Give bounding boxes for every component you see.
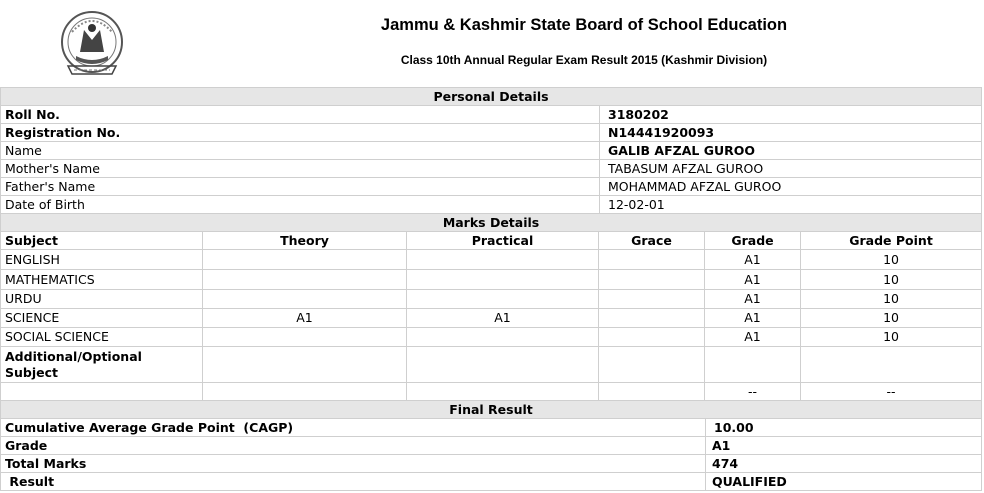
final-grade-value: A1	[706, 437, 982, 455]
col-grade-point: Grade Point	[801, 232, 982, 250]
empty-cell	[599, 347, 705, 383]
col-grade: Grade	[705, 232, 801, 250]
subject-cell: SOCIAL SCIENCE	[1, 328, 203, 347]
col-theory: Theory	[203, 232, 407, 250]
table-row	[1, 437, 982, 455]
practical-cell	[407, 270, 599, 290]
grade-cell: A1	[705, 328, 801, 347]
grade-point-cell: 10	[801, 270, 982, 290]
theory-cell: A1	[203, 309, 407, 328]
theory-cell	[203, 383, 407, 401]
roll-no-value: 3180202	[600, 106, 982, 124]
grace-cell	[599, 383, 705, 401]
additional-subject-row	[1, 347, 982, 383]
result-value: QUALIFIED	[706, 473, 982, 491]
marks-header-row	[1, 232, 982, 250]
table-row	[1, 328, 982, 347]
table-row	[1, 178, 982, 196]
board-title: Jammu & Kashmir State Board of School Education	[380, 16, 788, 34]
table-row	[1, 270, 982, 290]
additional-subject-label: Additional/Optional Subject	[1, 347, 203, 383]
theory-cell	[203, 270, 407, 290]
table-row	[1, 290, 982, 309]
dob-value: 12-02-01	[600, 196, 982, 214]
cagp-label: Cumulative Average Grade Point (CAGP)	[1, 419, 706, 437]
subject-cell: MATHEMATICS	[1, 270, 203, 290]
final-grade-label: Grade	[1, 437, 706, 455]
grace-cell	[599, 250, 705, 270]
marks-details-table	[0, 213, 982, 401]
col-grace: Grace	[599, 232, 705, 250]
empty-cell	[407, 347, 599, 383]
grace-cell	[599, 328, 705, 347]
grade-cell: A1	[705, 270, 801, 290]
subject-cell	[1, 383, 203, 401]
grace-cell	[599, 290, 705, 309]
exam-title: Class 10th Annual Regular Exam Result 2015 (Kashmir Division)	[400, 53, 768, 67]
final-result-heading: Final Result	[1, 401, 982, 419]
theory-cell	[203, 328, 407, 347]
board-seal-logo	[58, 8, 126, 80]
grade-point-cell: 10	[801, 328, 982, 347]
dob-label: Date of Birth	[1, 196, 600, 214]
table-row	[1, 309, 982, 328]
table-row	[1, 160, 982, 178]
practical-cell	[407, 383, 599, 401]
theory-cell	[203, 290, 407, 309]
roll-no-label: Roll No.	[1, 106, 600, 124]
result-label: Result	[1, 473, 706, 491]
mother-name-label: Mother's Name	[1, 160, 600, 178]
table-row	[1, 106, 982, 124]
table-row	[1, 196, 982, 214]
grade-point-cell: 10	[801, 309, 982, 328]
grade-point-cell: --	[801, 383, 982, 401]
practical-cell: A1	[407, 309, 599, 328]
name-label: Name	[1, 142, 600, 160]
grade-cell: --	[705, 383, 801, 401]
table-row	[1, 455, 982, 473]
practical-cell	[407, 290, 599, 309]
grade-point-cell: 10	[801, 290, 982, 309]
empty-cell	[705, 347, 801, 383]
grade-cell: A1	[705, 290, 801, 309]
father-name-label: Father's Name	[1, 178, 600, 196]
grace-cell	[599, 270, 705, 290]
subject-cell: ENGLISH	[1, 250, 203, 270]
result-header	[0, 0, 984, 87]
practical-cell	[407, 328, 599, 347]
theory-cell	[203, 250, 407, 270]
table-row	[1, 142, 982, 160]
empty-cell	[203, 347, 407, 383]
subject-cell: SCIENCE	[1, 309, 203, 328]
father-name-value: MOHAMMAD AFZAL GUROO	[600, 178, 982, 196]
practical-cell	[407, 250, 599, 270]
grade-cell: A1	[705, 309, 801, 328]
subject-cell: URDU	[1, 290, 203, 309]
empty-cell	[801, 347, 982, 383]
registration-no-value: N14441920093	[600, 124, 982, 142]
table-row	[1, 250, 982, 270]
table-row	[1, 383, 982, 401]
grade-cell: A1	[705, 250, 801, 270]
table-row	[1, 473, 982, 491]
total-marks-label: Total Marks	[1, 455, 706, 473]
registration-no-label: Registration No.	[1, 124, 600, 142]
table-row	[1, 124, 982, 142]
table-row	[1, 419, 982, 437]
marks-details-heading: Marks Details	[1, 214, 982, 232]
personal-details-table	[0, 87, 982, 214]
final-result-table	[0, 400, 982, 491]
grade-point-cell: 10	[801, 250, 982, 270]
total-marks-value: 474	[706, 455, 982, 473]
col-practical: Practical	[407, 232, 599, 250]
personal-details-heading: Personal Details	[1, 88, 982, 106]
name-value: GALIB AFZAL GUROO	[600, 142, 982, 160]
mother-name-value: TABASUM AFZAL GUROO	[600, 160, 982, 178]
grace-cell	[599, 309, 705, 328]
col-subject: Subject	[1, 232, 203, 250]
cagp-value: 10.00	[706, 419, 982, 437]
